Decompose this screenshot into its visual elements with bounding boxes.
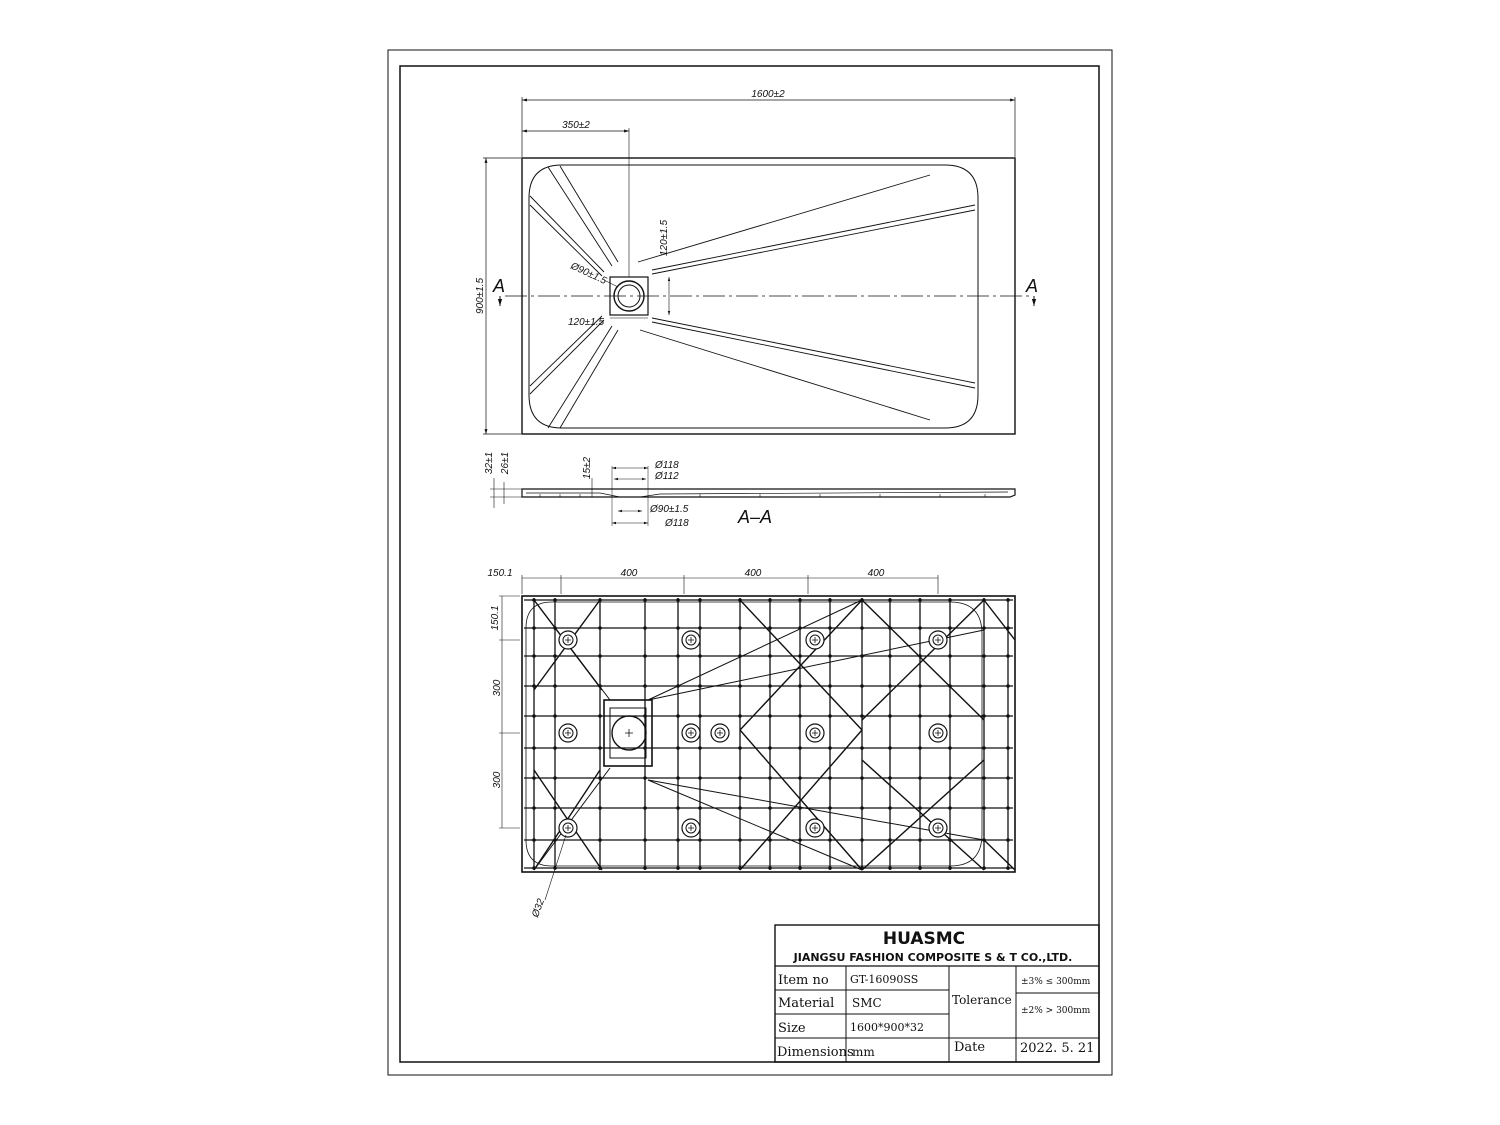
- rib-node: [643, 776, 647, 780]
- rib-node: [982, 626, 986, 630]
- rib-node: [768, 746, 772, 750]
- rib-node: [948, 654, 952, 658]
- dim-spacing-3: 400: [867, 568, 885, 579]
- rib-node: [982, 806, 986, 810]
- section-view: [484, 452, 1015, 529]
- rib-node: [532, 714, 536, 718]
- rib-node: [918, 866, 922, 870]
- rib-node: [598, 714, 602, 718]
- rib-node: [768, 714, 772, 718]
- rib-node: [676, 746, 680, 750]
- rib-node: [598, 838, 602, 842]
- rib-node: [1006, 776, 1010, 780]
- rib-node: [553, 746, 557, 750]
- slope-lines-lower-right: [640, 318, 975, 420]
- rib-node: [798, 684, 802, 688]
- rib-node: [676, 714, 680, 718]
- rib-node: [598, 654, 602, 658]
- rib-node: [860, 684, 864, 688]
- dimensions-value: mm: [852, 1045, 875, 1059]
- rib-node: [553, 806, 557, 810]
- rib-node: [828, 806, 832, 810]
- slope-lines-upper-right: [638, 175, 975, 274]
- rib-node: [676, 866, 680, 870]
- rib-node: [982, 776, 986, 780]
- slope-lines-lower-left: [530, 316, 618, 428]
- brand-name: HUASMC: [882, 929, 966, 949]
- rib-node: [643, 866, 647, 870]
- rib-node: [828, 684, 832, 688]
- title-block: [775, 925, 1099, 1062]
- rib-node: [698, 838, 702, 842]
- top-view: [475, 89, 1038, 434]
- dim-spacing-2: 400: [744, 568, 762, 579]
- item-no-label: Item no: [778, 973, 829, 988]
- rib-node: [738, 684, 742, 688]
- rib-node: [698, 654, 702, 658]
- date-value: 2022. 5. 21: [1020, 1041, 1095, 1056]
- drain-center-mark: [625, 729, 633, 737]
- support-feet: [559, 631, 947, 837]
- rib-node: [553, 654, 557, 658]
- rib-node: [860, 776, 864, 780]
- rib-node: [598, 746, 602, 750]
- rib-node: [798, 838, 802, 842]
- company-name: JIANGSU FASHION COMPOSITE S & T CO.,LTD.: [793, 951, 1073, 964]
- outer-frame: [388, 50, 1112, 1075]
- dim-v-spacing-2: 300: [492, 771, 503, 789]
- rib-node: [982, 714, 986, 718]
- rib-node: [768, 654, 772, 658]
- dim-drain-square-h: 120±1.5: [568, 317, 605, 328]
- rib-node: [698, 626, 702, 630]
- rib-node: [948, 866, 952, 870]
- rib-node: [1006, 684, 1010, 688]
- rib-node: [698, 684, 702, 688]
- rib-node: [888, 838, 892, 842]
- dimensions-label: Dimensions: [777, 1045, 854, 1060]
- rib-node: [828, 746, 832, 750]
- dim-dia-112: Ø112: [655, 471, 679, 482]
- rib-node: [918, 806, 922, 810]
- dim-dia-118-top: Ø118: [655, 460, 679, 471]
- rib-node: [1006, 866, 1010, 870]
- dim-drain-diameter: Ø90±1.5: [568, 260, 609, 287]
- rib-node: [768, 866, 772, 870]
- rib-node: [982, 684, 986, 688]
- rib-node: [982, 654, 986, 658]
- rib-node: [918, 714, 922, 718]
- rib-node: [676, 838, 680, 842]
- dim-foot-diameter: Ø32: [530, 897, 548, 919]
- rib-node: [598, 806, 602, 810]
- dim-drain-depth: 15±2: [582, 456, 593, 480]
- dim-overall-length: 1600±2: [751, 89, 785, 100]
- rib-node: [768, 684, 772, 688]
- rib-node: [553, 598, 557, 602]
- rib-node: [828, 714, 832, 718]
- rib-node: [768, 806, 772, 810]
- rib-node: [768, 598, 772, 602]
- dim-spacing-1: 400: [620, 568, 638, 579]
- rib-node: [698, 806, 702, 810]
- dim-dia-118-bottom: Ø118: [665, 518, 689, 529]
- dim-body-height: 26±1: [500, 451, 511, 475]
- rib-node: [828, 598, 832, 602]
- rib-node: [918, 776, 922, 780]
- dim-edge-offset-h: 150.1: [487, 568, 513, 579]
- rib-node: [948, 776, 952, 780]
- rib-node: [1006, 598, 1010, 602]
- rib-node: [888, 684, 892, 688]
- rib-node: [948, 714, 952, 718]
- rib-node: [553, 714, 557, 718]
- dim-drain-square-v: 120±1.5: [659, 219, 670, 257]
- rib-node: [643, 806, 647, 810]
- rib-node: [918, 838, 922, 842]
- rib-node: [532, 654, 536, 658]
- rib-node: [676, 806, 680, 810]
- rib-node: [888, 654, 892, 658]
- rib-node: [798, 714, 802, 718]
- rib-node: [888, 776, 892, 780]
- rib-node: [860, 746, 864, 750]
- rib-node: [553, 776, 557, 780]
- rib-node: [1006, 746, 1010, 750]
- dim-overall-width: 900±1.5: [475, 277, 486, 315]
- rib-node: [738, 838, 742, 842]
- rib-node: [918, 626, 922, 630]
- rib-node: [888, 598, 892, 602]
- bottom-view: [487, 568, 1015, 920]
- material-label: Material: [778, 996, 835, 1011]
- rib-node: [888, 806, 892, 810]
- rib-node: [828, 776, 832, 780]
- rib-node: [982, 746, 986, 750]
- rib-node: [698, 598, 702, 602]
- rib-node: [948, 598, 952, 602]
- rib-node: [948, 746, 952, 750]
- rib-node: [598, 626, 602, 630]
- rib-node: [828, 626, 832, 630]
- rib-node: [738, 626, 742, 630]
- rib-node: [888, 866, 892, 870]
- rib-node: [860, 806, 864, 810]
- rib-node: [676, 598, 680, 602]
- rib-node: [1006, 806, 1010, 810]
- rib-node: [948, 806, 952, 810]
- rib-node: [698, 714, 702, 718]
- rib-node: [532, 746, 536, 750]
- section-slope: [526, 492, 1008, 497]
- dim-dia-90: Ø90±1.5: [650, 504, 689, 515]
- rib-node: [1006, 654, 1010, 658]
- rib-node: [698, 746, 702, 750]
- dim-v-spacing-1: 300: [492, 679, 503, 697]
- dim-drain-offset: 350±2: [562, 120, 590, 131]
- rib-node: [738, 776, 742, 780]
- tolerance-2: ±2% > 300mm: [1021, 1006, 1091, 1016]
- tolerance-label: Tolerance: [952, 993, 1012, 1007]
- rib-node: [698, 776, 702, 780]
- rib-node: [738, 714, 742, 718]
- rib-node: [948, 626, 952, 630]
- rib-node: [738, 806, 742, 810]
- rib-node: [698, 866, 702, 870]
- rib-node: [828, 866, 832, 870]
- rib-node: [888, 714, 892, 718]
- rib-node: [643, 598, 647, 602]
- rib-node: [798, 654, 802, 658]
- slope-ribs: [534, 600, 984, 870]
- rib-node: [643, 626, 647, 630]
- rib-node: [532, 838, 536, 842]
- tolerance-1: ±3% ≤ 300mm: [1021, 977, 1091, 987]
- rib-node: [676, 776, 680, 780]
- slope-lines-upper-left: [530, 166, 618, 276]
- item-no-value: GT-16090SS: [850, 973, 919, 986]
- inner-frame: [400, 66, 1099, 1062]
- rib-node: [798, 598, 802, 602]
- rib-node: [828, 838, 832, 842]
- rib-node: [532, 806, 536, 810]
- section-mark-left: A: [493, 276, 506, 296]
- rib-node: [768, 838, 772, 842]
- rib-node: [532, 776, 536, 780]
- rib-node: [643, 838, 647, 842]
- rib-node: [860, 714, 864, 718]
- rib-node: [828, 654, 832, 658]
- material-value: SMC: [852, 996, 882, 1010]
- rib-node: [768, 626, 772, 630]
- tray-inner-basin: [529, 165, 978, 428]
- section-mark-right: A: [1026, 276, 1039, 296]
- rib-node: [798, 866, 802, 870]
- rib-node: [643, 654, 647, 658]
- section-label: A–A: [738, 507, 773, 527]
- rib-node: [1006, 838, 1010, 842]
- size-value: 1600*900*32: [850, 1021, 924, 1034]
- rib-node: [553, 684, 557, 688]
- rib-node: [768, 776, 772, 780]
- date-label: Date: [954, 1040, 986, 1055]
- dim-total-height: 32±1: [484, 451, 495, 475]
- rib-node: [888, 746, 892, 750]
- dim-edge-offset-v: 150.1: [490, 605, 501, 631]
- bottom-inner-contour: [526, 602, 982, 866]
- rib-node: [918, 684, 922, 688]
- rib-node: [676, 654, 680, 658]
- rib-node: [676, 626, 680, 630]
- rib-node: [918, 598, 922, 602]
- rib-node: [860, 626, 864, 630]
- rib-node: [738, 746, 742, 750]
- size-label: Size: [778, 1021, 806, 1036]
- rib-node: [643, 684, 647, 688]
- rib-node: [798, 776, 802, 780]
- rib-node: [798, 746, 802, 750]
- rib-node: [532, 626, 536, 630]
- rib-node: [1006, 714, 1010, 718]
- rib-node: [918, 746, 922, 750]
- rib-node: [860, 838, 864, 842]
